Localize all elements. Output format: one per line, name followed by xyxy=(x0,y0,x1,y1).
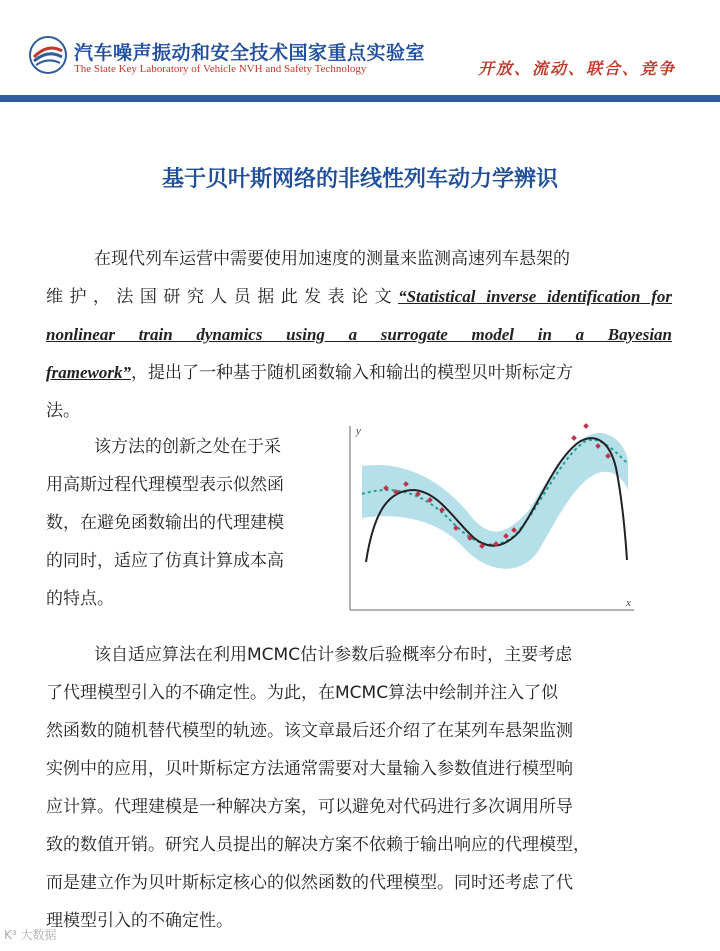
lab-name-en: The State Key Laboratory of Vehicle NVH and Safety Technology xyxy=(74,63,367,75)
lab-name-cn: 汽车噪声振动和安全技术国家重点实验室 xyxy=(74,42,426,64)
x-axis-label: x xyxy=(626,597,631,609)
confidence-band xyxy=(362,433,628,569)
p2-line-1: 该方法的创新之处在于采 xyxy=(94,437,281,457)
paper-title-part-1: “Statistical inverse identification for xyxy=(398,287,673,306)
p3-line-4: 实例中的应用，贝叶斯标定方法通常需要对大量输入参数值进行模型响 xyxy=(46,759,573,779)
p1-line-4: ，提出了一种基于随机函数输入和输出的模型贝叶斯标定方 xyxy=(131,363,573,383)
p2-line-4: 的同时，适应了仿真计算成本高 xyxy=(46,551,284,571)
p2-line-5: 的特点。 xyxy=(46,589,114,609)
p2-line-2: 用高斯过程代理模型表示似然函 xyxy=(46,475,284,495)
p3-line-6: 致的数值开销。研究人员提出的解决方案不依赖于输出响应的代理模型， xyxy=(46,835,590,855)
p2-line-3: 数，在避免函数输出的代理建模 xyxy=(46,513,284,533)
p3-line-5: 应计算。代理建模是一种解决方案，可以避免对代码进行多次调用所导 xyxy=(46,797,573,817)
p1-line-5: 法。 xyxy=(46,401,80,421)
lab-logo-icon xyxy=(28,35,68,75)
p3-line-7: 而是建立作为贝叶斯标定核心的似然函数的代理模型。同时还考虑了代 xyxy=(46,873,573,893)
lab-motto: 开放、流动、联合、竞争 xyxy=(478,59,677,78)
page-header xyxy=(0,0,720,102)
gp-surrogate-figure xyxy=(344,420,640,616)
p3-line-3: 然函数的随机替代模型的轨迹。该文章最后还介绍了在某列车悬架监测 xyxy=(46,721,573,741)
p3-line-2: 了代理模型引入的不确定性。为此，在MCMC算法中绘制并注入了似 xyxy=(46,683,559,703)
paper-title-part-2: nonlinear train dynamics using a surrogate model in a Bayesian xyxy=(46,325,672,344)
paragraph-1 xyxy=(46,240,672,430)
p3-line-1: 该自适应算法在利用MCMC估计参数后验概率分布时，主要考虑 xyxy=(94,645,573,665)
paragraph-3 xyxy=(46,636,672,940)
p1-line-1: 在现代列车运营中需要使用加速度的测量来监测高速列车悬架的 xyxy=(94,249,570,269)
paragraph-2 xyxy=(46,428,336,618)
p3-line-8: 理模型引入的不确定性。 xyxy=(46,911,233,931)
header-divider xyxy=(0,95,720,102)
source-watermark: K³ 大数据 xyxy=(4,928,57,942)
p1-line-2: 维护，法国研究人员据此发表论文 xyxy=(46,287,399,307)
observation-point xyxy=(583,423,589,429)
observation-point xyxy=(571,435,577,441)
paper-title-part-3: framework” xyxy=(46,363,131,382)
y-axis-label: y xyxy=(356,425,361,437)
article-title: 基于贝叶斯网络的非线性列车动力学辨识 xyxy=(161,167,558,192)
